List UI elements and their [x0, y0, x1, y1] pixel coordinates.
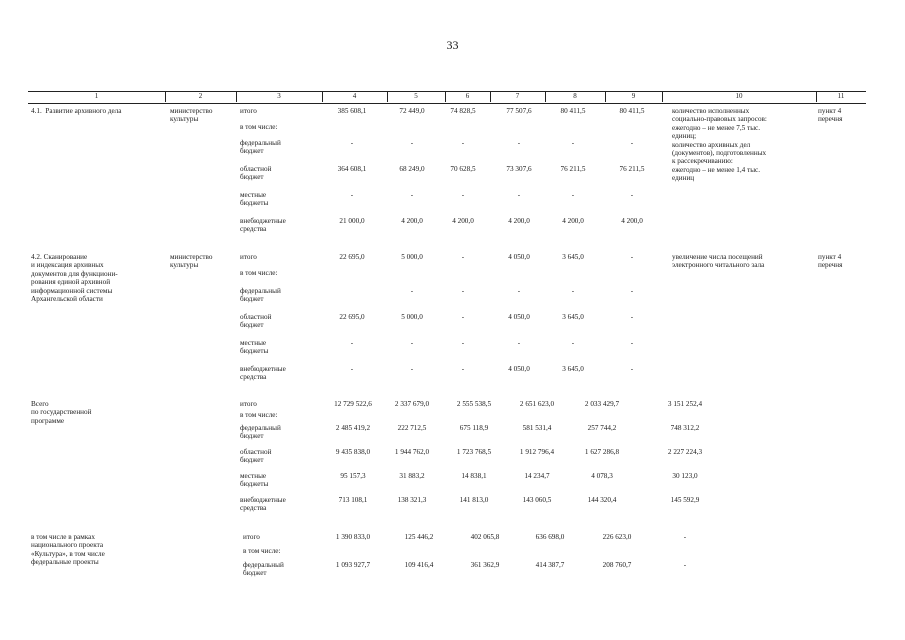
column-header-7: 7: [515, 92, 520, 100]
total-cell: 222 712,5: [397, 424, 427, 432]
sec42-cell: -: [630, 287, 634, 295]
total-cell: 141 813,0: [459, 496, 489, 504]
total-cell: 2 555 538,5: [456, 400, 492, 408]
sec41-cell: 4 200,0: [562, 217, 584, 225]
column-header-8: 8: [573, 92, 577, 100]
sec41-cell: -: [461, 191, 465, 199]
program-total-title: Всего по государственной программе: [31, 400, 92, 425]
sec42-cell: 3 645,0: [562, 313, 584, 321]
column-header-4: 4: [352, 92, 357, 100]
section-4-2-indicator: увеличение числа посещений электронного читального зала: [672, 253, 765, 270]
total-cell: 143 060,5: [522, 496, 552, 504]
sec42-cell: 3 645,0: [562, 365, 584, 373]
column-divider: [545, 91, 546, 102]
sec41-cell: 70 628,5: [450, 165, 476, 173]
sec41-cell: -: [350, 191, 354, 199]
national-cell: 125 446,2: [404, 533, 434, 541]
section-4-1-indicator: количество исполненных социально-правовых запросов: ежегодно – не менее 7,5 тыс. единиц; количество архивных дел (документов), подготовленных к рассекречиванию: ежегодно – не менее 1,4 тыс. единиц: [672, 107, 767, 183]
sec42-row-label: в том числе:: [240, 269, 278, 277]
total-cell: 14 838,1: [461, 472, 487, 480]
national-cell: 414 387,7: [535, 561, 565, 569]
sec41-cell: 76 211,5: [619, 165, 645, 173]
sec41-cell: 68 249,0: [399, 165, 425, 173]
sec41-cell: -: [350, 139, 354, 147]
total-cell: 713 108,1: [338, 496, 368, 504]
sec42-cell: -: [517, 287, 521, 295]
section-4-2-title: 4.2. Сканирование и индексация архивных документов для функциони- рования единой архивной информационной системы Архангельской области: [31, 253, 118, 304]
sec41-cell: 80 411,5: [619, 107, 645, 115]
national-row-label: федеральный бюджет: [243, 561, 284, 578]
sec41-cell: 4 200,0: [401, 217, 423, 225]
sec42-cell: -: [461, 365, 465, 373]
sec41-cell: -: [410, 191, 414, 199]
total-row-label: федеральный бюджет: [240, 424, 281, 441]
sec42-cell: -: [461, 287, 465, 295]
national-cell: 1 390 833,0: [335, 533, 371, 541]
sec42-cell: -: [350, 339, 354, 347]
sec42-cell: -: [410, 287, 414, 295]
total-cell: 95 157,3: [340, 472, 366, 480]
sec41-cell: 4 200,0: [621, 217, 643, 225]
column-header-9: 9: [631, 92, 636, 100]
sec41-row-label: внебюджетные средства: [240, 217, 286, 234]
sec41-cell: 21 000,0: [339, 217, 365, 225]
sec41-cell: 364 608,1: [337, 165, 367, 173]
column-header-10: 10: [735, 92, 743, 100]
sec41-cell: -: [630, 139, 634, 147]
column-divider: [387, 91, 388, 102]
total-cell: 14 234,7: [524, 472, 550, 480]
total-cell: 12 729 522,6: [334, 400, 372, 408]
national-cell: -: [683, 561, 687, 569]
total-row-label: итого: [240, 400, 257, 408]
sec41-cell: -: [571, 139, 575, 147]
sec42-cell: -: [571, 287, 575, 295]
sec41-cell: -: [517, 191, 521, 199]
sec41-cell: -: [517, 139, 521, 147]
national-cell: 226 623,0: [602, 533, 632, 541]
sec42-row-label: федеральный бюджет: [240, 287, 281, 304]
sec42-cell: 5 000,0: [401, 253, 423, 261]
column-divider: [236, 91, 237, 102]
national-cell: -: [683, 533, 687, 541]
total-cell: 2 485 419,2: [335, 424, 371, 432]
total-cell: 2 227 224,3: [667, 448, 703, 456]
national-cell: 402 065,8: [470, 533, 500, 541]
sec41-cell: 4 200,0: [452, 217, 474, 225]
sec41-cell: -: [571, 191, 575, 199]
total-row-label: местные бюджеты: [240, 472, 269, 489]
national-cell: 109 416,4: [404, 561, 434, 569]
column-divider: [490, 91, 491, 102]
sec42-cell: -: [461, 313, 465, 321]
sec42-cell: -: [350, 365, 354, 373]
national-row-label: итого: [243, 533, 260, 541]
sec42-cell: 5 000,0: [401, 313, 423, 321]
total-row-label: в том числе:: [240, 411, 278, 419]
total-cell: 3 151 252,4: [667, 400, 703, 408]
national-row-label: в том числе:: [243, 547, 281, 555]
total-row-label: областной бюджет: [240, 448, 272, 465]
section-4-2-reference: пункт 4 перечня: [818, 253, 843, 270]
sec42-cell: -: [630, 339, 634, 347]
sec41-cell: 72 449,0: [399, 107, 425, 115]
sec41-cell: -: [630, 191, 634, 199]
column-divider: [662, 91, 663, 102]
column-divider: [816, 91, 817, 102]
sec42-cell: -: [630, 313, 634, 321]
sec42-row-label: областной бюджет: [240, 313, 272, 330]
total-cell: 9 435 838,0: [335, 448, 371, 456]
column-header-1: 1: [94, 92, 99, 100]
sec42-cell: -: [461, 339, 465, 347]
total-cell: 748 312,2: [670, 424, 700, 432]
total-cell: 31 883,2: [399, 472, 425, 480]
total-cell: 2 651 623,0: [519, 400, 555, 408]
section-4-1-ministry: министерство культуры: [170, 107, 213, 124]
national-project-title: в том числе в рамках национального проекта «Культура», в том числе федеральные проекты: [31, 533, 105, 567]
column-divider: [605, 91, 606, 102]
column-header-6: 6: [465, 92, 470, 100]
sec41-row-label: итого: [240, 107, 257, 115]
total-cell: 145 592,9: [670, 496, 700, 504]
national-cell: 1 093 927,7: [335, 561, 371, 569]
column-divider: [165, 91, 166, 102]
page-number: 33: [446, 38, 459, 52]
sec42-cell: 22 695,0: [339, 253, 365, 261]
column-header-2: 2: [198, 92, 203, 100]
column-header-11: 11: [837, 92, 845, 100]
total-cell: 2 033 429,7: [584, 400, 620, 408]
sec41-cell: -: [410, 139, 414, 147]
total-cell: 4 078,3: [591, 472, 613, 480]
sec42-cell: -: [410, 339, 414, 347]
sec41-cell: 80 411,5: [560, 107, 586, 115]
sec41-row-label: областной бюджет: [240, 165, 272, 182]
sec41-cell: 385 608,1: [337, 107, 367, 115]
national-cell: 361 362,9: [470, 561, 500, 569]
section-4-2-ministry: министерство культуры: [170, 253, 213, 270]
total-cell: 144 320,4: [587, 496, 617, 504]
total-cell: 1 723 768,5: [456, 448, 492, 456]
sec42-row-label: внебюджетные средства: [240, 365, 286, 382]
national-cell: 208 760,7: [602, 561, 632, 569]
sec42-cell: -: [517, 339, 521, 347]
total-cell: 675 118,9: [459, 424, 489, 432]
sec42-row-label: местные бюджеты: [240, 339, 269, 356]
sec42-cell: 4 050,0: [508, 365, 530, 373]
total-cell: 1 912 796,4: [519, 448, 555, 456]
sec41-cell: 77 507,6: [506, 107, 532, 115]
sec42-cell: 4 050,0: [508, 253, 530, 261]
sec42-cell: 3 645,0: [562, 253, 584, 261]
total-cell: 257 744,2: [587, 424, 617, 432]
national-cell: 636 698,0: [535, 533, 565, 541]
sec42-cell: -: [630, 365, 634, 373]
column-divider: [445, 91, 446, 102]
total-cell: 581 531,4: [522, 424, 552, 432]
total-cell: 30 123,0: [672, 472, 698, 480]
total-cell: 1 944 762,0: [394, 448, 430, 456]
sec41-cell: 4 200,0: [508, 217, 530, 225]
sec41-row-label: в том числе:: [240, 123, 278, 131]
total-cell: 138 321,3: [397, 496, 427, 504]
sec41-cell: 74 828,5: [450, 107, 476, 115]
section-4-1-reference: пункт 4 перечня: [818, 107, 843, 124]
sec42-cell: -: [410, 365, 414, 373]
column-header-5: 5: [414, 92, 418, 100]
total-cell: 2 337 679,0: [394, 400, 430, 408]
sec42-cell: 22 695,0: [339, 313, 365, 321]
column-header-3: 3: [277, 92, 281, 100]
sec42-row-label: итого: [240, 253, 257, 261]
sec41-row-label: федеральный бюджет: [240, 139, 281, 156]
sec42-cell: 4 050,0: [508, 313, 530, 321]
total-cell: 1 627 286,8: [584, 448, 620, 456]
sec42-cell: -: [461, 253, 465, 261]
sec41-cell: 76 211,5: [560, 165, 586, 173]
sec42-cell: -: [630, 253, 634, 261]
sec41-row-label: местные бюджеты: [240, 191, 269, 208]
sec41-cell: 73 307,6: [506, 165, 532, 173]
sec41-cell: -: [461, 139, 465, 147]
section-4-1-title: 4.1. Развитие архивного дела: [31, 107, 122, 115]
sec42-cell: -: [571, 339, 575, 347]
column-divider: [322, 91, 323, 102]
total-row-label: внебюджетные средства: [240, 496, 286, 513]
